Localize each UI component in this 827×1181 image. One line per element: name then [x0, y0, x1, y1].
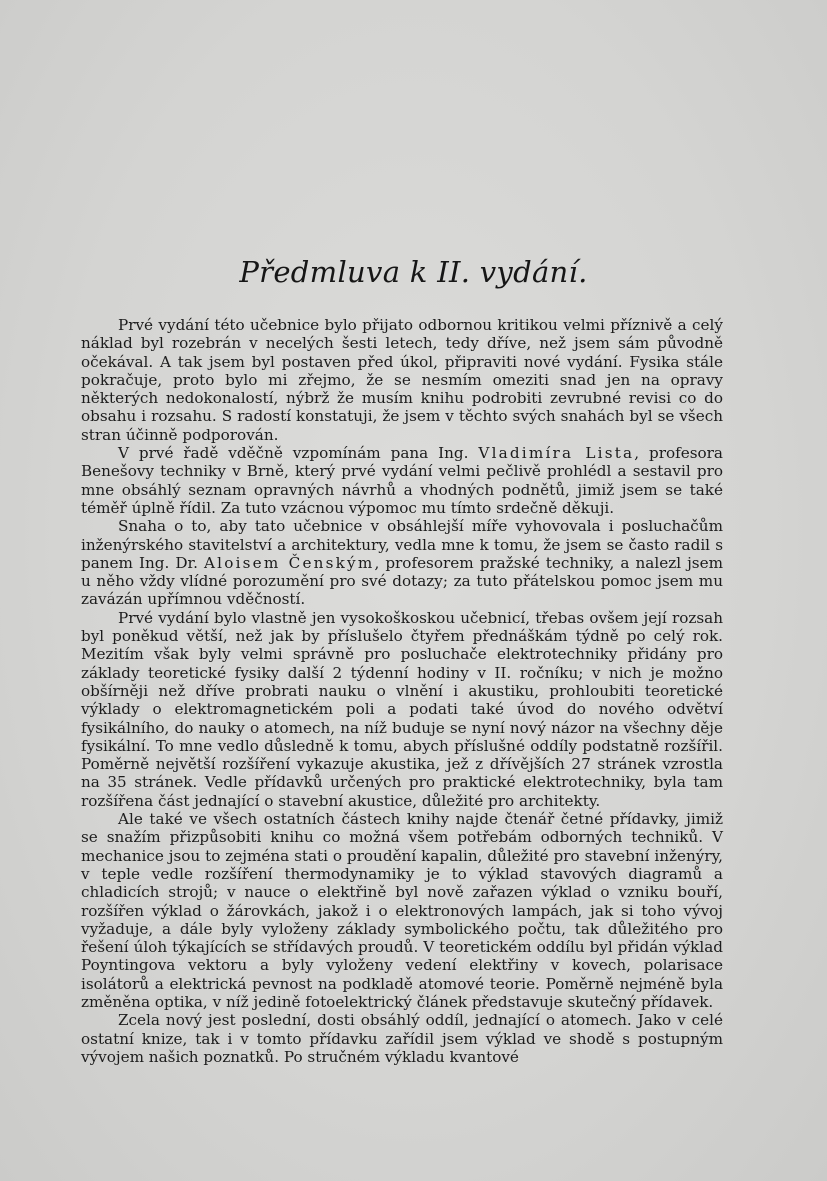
preface-body	[81, 316, 723, 1066]
paragraph-4	[81, 609, 723, 810]
paragraph-text: Snaha o to, aby tato učebnice v obsáhlejší míře vyhovovala i posluchačům inženýrského stavitelství a architektury, vedla mne k tomu, že jsem se často radil s panem Ing. Dr.	[81, 517, 723, 572]
paragraph-3	[81, 517, 723, 608]
paragraph-text: , profesorem pražské techniky, a nalezl jsem u něho vždy vlídné porozumění pro své dotazy; za tuto přátelskou pomoc jsem mu zavázán upřímnou vděčností.	[81, 553, 723, 609]
paragraph-6	[81, 1011, 723, 1066]
page-title: Předmluva k II. vydání.	[239, 255, 588, 289]
paragraph-text: V prvé řadě vděčně vzpomínám pana Ing.	[118, 444, 479, 463]
paragraph-2	[81, 444, 723, 517]
paragraph-1	[81, 316, 723, 444]
paragraph-text: Zcela nový jest poslední, dosti obsáhlý oddíl, jednající o atomech. Jako v celé ostatní knize, tak i v tomto přídavku zařídil jsem výklad ve shodě s postupným vývojem našich poznatků. Po stručném výkladu kvantové	[81, 1011, 723, 1066]
paragraph-text: , profesora Benešovy techniky v Brně, který prvé vydání velmi pečlivě prohlédl a sestavil pro mne obsáhlý seznam opravných návrhů a vhodných podnětů, jimiž jsem se také téměř úplně řídil. Za tuto vzácnou výpomoc mu tímto srdečně děkuji.	[81, 444, 723, 517]
paragraph-text: Ale také ve všech ostatních částech knihy najde čtenář četné přídavky, jimiž se snažím přizpůsobiti knihu co možná všem potřebám odborných techniků. V mechanice jsou to zejména stati o proudění kapalin, důležité pro stavební inženýry, v teple vedle rozšíření thermodynamiky je to výklad stavových diagramů a chladicích strojů; v nauce o elektřině byl nově zařazen výklad o vzniku bouří, rozšířen výklad o žárovkách, jakož i o elektronových lampách, jak si toho vývoj vyžaduje, a dále byly vyloženy základy symbolického počtu, tak důležitého pro řešení úloh týkajících se střídavých proudů. V teoretickém oddílu byl přidán výklad Poyntingova vektoru a byly vyloženy vedení elektřiny v kovech, polarisace isolátorů a elektrická pevnost na podkladě atomové teorie. Poměrně nejméně byla změněna optika, v níž jedině fotoelektrický článek představuje skutečný přídavek.	[81, 810, 723, 1011]
paragraph-5	[81, 810, 723, 1011]
person-name: Vladimíra Lista	[478, 444, 635, 463]
paragraph-text: Prvé vydání bylo vlastně jen vysokoškoskou učebnicí, třebas ovšem její rozsah byl poněkud větší, než jak by příslušelo čtyřem přednáškám týdně po celý rok. Mezitím však byly velmi správně pro posluchače elektrotechniky přidány pro základy teoretické fysiky další 2 týdenní hodiny v II. ročníku; v nich je možno obšírněji než dříve probrati nauku o vlnění i akustiku, prohloubiti teoretické výklady o elektromagnetickém poli a podati také úvod do nového odvětví fysikálního, do nauky o atomech, na níž buduje se nyní nový názor na všechny děje fysikální. To mne vedlo důsledně k tomu, abych příslušné oddíly podstatně rozšířil. Poměrně největší rozšíření vykazuje akustika, jež z dřívějších 27 stránek vzrostla na 35 stránek. Vedle přídavků určených pro praktické elektrotechniky, byla tam rozšířena část jednající o stavební akustice, důležité pro architekty.	[81, 608, 723, 810]
paragraph-text: Prvé vydání této učebnice bylo přijato odbornou kritikou velmi příznivě a celý náklad byl rozebrán v necelých šesti letech, tedy dříve, než jsem sám původně očekával. A tak jsem byl postaven před úkol, připraviti nové vydání. Fysika stále pokračuje, proto bylo mi zřejmo, že se nesmím omeziti snad jen na opravy některých nedokonalostí, nýbrž že musím knihu podrobiti zevrubné revisi co do obsahu i rozsahu. S radostí konstatuji, že jsem v těchto svých snahách byl se všech stran účinně podporován.	[81, 316, 723, 444]
person-name: Aloisem Čenským	[204, 553, 375, 572]
